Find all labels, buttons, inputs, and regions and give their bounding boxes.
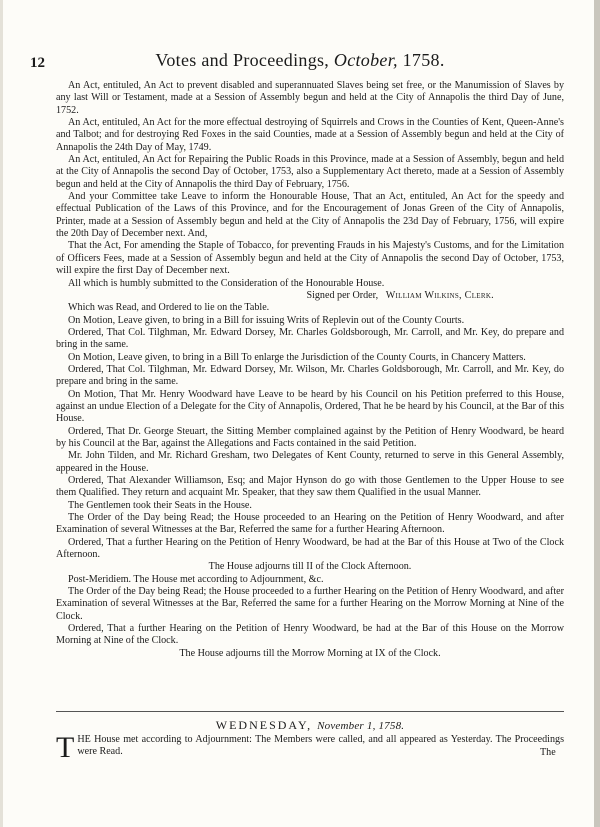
page-edge-left (0, 0, 3, 827)
proceeding-paragraph: Ordered, That Col. Tilghman, Mr. Edward Dorsey, Mr. Wilson, Mr. Charles Goldsborough, Mr. Carroll, and Mr. Key, do prepare and bring in the same. (56, 363, 564, 388)
date-heading-day: WEDNESDAY, (215, 718, 313, 732)
adjournment-line: The House adjourns till the Morrow Morning at IX of the Clock. (179, 647, 441, 659)
signature-name: William Wilkins, Clerk. (385, 289, 494, 301)
date-heading-date: November 1, 1758. (317, 720, 405, 732)
drop-cap: T (56, 731, 75, 764)
act-paragraph: An Act, entituled, An Act for Repairing the Public Roads in this Province, made at a Session of Assembly, begun and held at the City of Annapolis the second Day of October, 1753, also a Supplementary Act thereto, made at a Session of Assembly begun and held at the City of Annapolis the third Day of February, 1756. (56, 154, 564, 190)
final-paragraph-text: HE House met according to Adjournment: The Members were called, and all appeared as Yesterday. The Proceedings were Read. (77, 734, 564, 758)
proceeding-paragraph: Ordered, That Col. Tilghman, Mr. Edward Dorsey, Mr. Charles Goldsborough, Mr. Carroll, and Mr. Key, do prepare and bring in the same. (56, 326, 564, 351)
proceeding-paragraph: The Order of the Day being Read; the House proceeded to a further Hearing on the Petition of Henry Woodward, and after Examination of several Witnesses at the Bar, Referred the same for a further Hearing on the Morrow Morning at Nine of the Clock. (56, 586, 564, 622)
body-text (56, 80, 564, 660)
signature-line (56, 290, 564, 302)
proceeding-paragraph: On Motion, Leave given, to bring in a Bill for issuing Writs of Replevin out of the County Courts. (68, 314, 465, 326)
proceeding-paragraph: Ordered, That a further Hearing on the Petition of Henry Woodward, be had at the Bar of this House at Two of the Clock Afternoon. (56, 536, 564, 561)
proceeding-paragraph: Ordered, That Alexander Williamson, Esq; and Major Hynson do go with those Gentlemen to the Upper House to see them Qualified. They return and acquaint Mr. Speaker, that they saw them Qualified in the usual Manner. (56, 475, 564, 499)
catchword: The (540, 747, 556, 758)
proceeding-paragraph: The Gentlemen took their Seats in the House. (68, 499, 252, 511)
section-divider (56, 711, 564, 712)
proceeding-paragraph: Post-Meridiem. The House met according to Adjournment, &c. (68, 573, 324, 585)
act-paragraph: An Act, entituled, An Act for the more effectual destroying of Squirrels and Crows in the Counties of Kent, Queen-Anne's and Talbot; and for destroying Red Foxes in the said Counties, made at a Session of Assembly begun and held at the City of Annapolis the 24th Day of May, 1749. (56, 117, 564, 153)
submission-paragraph: All which is humbly submitted to the Consideration of the Honourable House. (68, 277, 385, 289)
title-main: Votes and Proceedings, (155, 50, 330, 70)
running-title (0, 50, 600, 71)
title-month: October, (333, 50, 398, 70)
title-year: 1758. (402, 50, 445, 70)
page-edge-right (594, 0, 600, 827)
final-paragraph (56, 731, 564, 764)
proceeding-paragraph: The Order of the Day being Read; the House proceeded to an Hearing on the Petition of Henry Woodward, and after Examination of several Witnesses at the Bar, Referred the same for a further Hearing Afternoon. (56, 512, 564, 536)
proceeding-paragraph: Mr. John Tilden, and Mr. Richard Gresham, two Delegates of Kent County, returned to serve in this General Assembly, appeared in the House. (56, 450, 564, 474)
act-paragraph: That the Act, For amending the Staple of Tobacco, for preventing Frauds in his Majesty's Customs, and for the Limitation of Officers Fees, made at a Session of Assembly begun and held at the City of Annapolis the second Day of October, 1753, will expire the first Day of December next. (56, 240, 564, 277)
proceeding-paragraph: Ordered, That a further Hearing on the Petition of Henry Woodward, be had at the Bar of this House on the Morrow Morning at Nine of the Clock. (56, 623, 564, 647)
act-paragraph: An Act, entituled, An Act to prevent disabled and superannuated Slaves being set free, or the Manumission of Slaves by any last Will or Testament, made at a Session of Assembly begun and held at the City of Annapolis the third Day of June, 1752. (56, 80, 564, 116)
proceeding-paragraph: On Motion, That Mr. Henry Woodward have Leave to be heard by his Council on his Petition preferred to this House, against an undue Election of a Delegate for the City of Annapolis, Ordered, That he be heard by his Council, at the Bar of this House. (56, 388, 565, 425)
adjournment-line: The House adjourns till II of the Clock Afternoon. (208, 561, 412, 573)
date-heading (56, 718, 564, 733)
proceeding-paragraph: Ordered, That Dr. George Steuart, the Sitting Member complained against by the Petition of Henry Woodward, be heard by his Council at the Bar, against the Allegations and Facts contained in the said Petition. (56, 425, 564, 449)
proceeding-paragraph: On Motion, Leave given, to bring in a Bill To enlarge the Jurisdiction of the County Courts, in Chancery Matters. (68, 351, 526, 363)
signature-prefix: Signed per Order, (306, 289, 379, 301)
committee-paragraph: And your Committee take Leave to inform the Honourable House, That an Act, entituled, An Act for the speedy and effectual Publication of the Laws of this Province, and for the Encouragement of Jonas Green of the City of Annapolis, Printer, made at a Session of Assembly begun and held at the City of Annapolis the 23d Day of February, 1756, will expire the 20th Day of December next. And, (56, 191, 564, 240)
proceeding-paragraph: Which was Read, and Ordered to lie on the Table. (68, 302, 270, 314)
page-number: 12 (30, 55, 45, 71)
